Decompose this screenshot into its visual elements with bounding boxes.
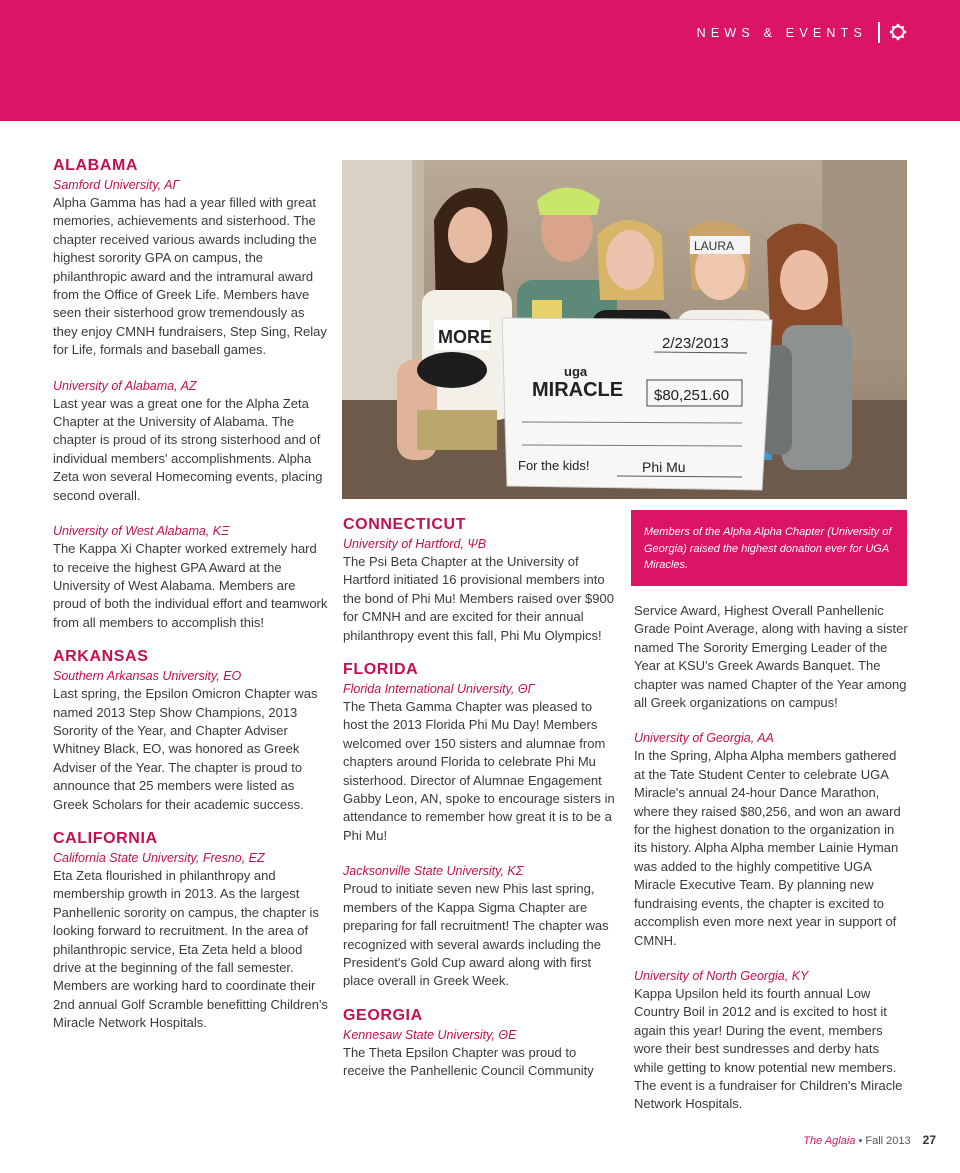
column-middle	[343, 514, 617, 1099]
paragraph-hartford: The Psi Beta Chapter at the University of Hartford initiated 16 provisional members into the bond of Phi Mu! Members raised over $900 for CMNH and are excited for their annual philanthropy event this fall, Phi Mu Olympics!	[343, 554, 614, 643]
paragraph-fresno-state: Eta Zeta flourished in philanthropy and membership growth in 2013. As the largest Panhellenic sorority on campus, the chapter is looking forward to recruitment. In the area of philanthropic service, Eta Zeta held a blood drive at the beginning of the fall semester. Members are working hard to coordinate their 2nd annual Golf Scramble benefitting Children's Miracle Network Hospitals.	[53, 867, 328, 1031]
school-fresno-state: California State University, Fresno, EZ	[53, 850, 265, 865]
check-date: 2/23/2013	[662, 335, 729, 352]
photo-caption: Members of the Alpha Alpha Chapter (University of Georgia) raised the highest donation ever for UGA Miracles.	[644, 526, 892, 571]
paragraph-kennesaw-continued: Service Award, Highest Overall Panhellenic Grade Point Average, along with having a sister named The Sorority Emerging Leader of the Year at KSU's Greek Awards Banquet. The chapter was named Chapter of the Year among all Greek organizations on campus!	[634, 603, 908, 711]
issue-label: • Fall 2013	[855, 1135, 911, 1147]
paragraph-fiu: The Theta Gamma Chapter was pleased to host the 2013 Florida Phi Mu Day! Members welcomed over 150 sisters and alumnae from chapters around Florida to celebrate Phi Mu sisterhood. Director of Alumnae Engagement Gabby Leon, AN, spoke to encourage sisters in attendance to remember how great it is to be a Phi Mu!	[343, 699, 615, 843]
paragraph-kennesaw-state: The Theta Epsilon Chapter was proud to receive the Panhellenic Council Community	[343, 1044, 594, 1079]
column-left	[53, 155, 329, 1051]
headband-text: LAURA	[694, 239, 735, 253]
shirt-text: MORE	[438, 327, 492, 347]
photo-caption-box	[631, 510, 907, 586]
school-north-georgia: University of North Georgia, KY	[634, 968, 809, 983]
paragraph-southern-arkansas: Last spring, the Epsilon Omicron Chapter was named 2013 Step Show Champions, 2013 Sorority of the Year, and Chapter Adviser Whitney Black, EO, was honored as Greek Adviser of the Year. The chapter is proud to announce that 25 members were listed as Greek Scholars for their academic success.	[53, 686, 318, 812]
state-heading-arkansas: ARKANSAS	[53, 648, 149, 666]
page-number: 27	[922, 1133, 936, 1147]
ornament-icon	[889, 23, 907, 41]
column-right	[634, 602, 910, 1132]
header-band	[0, 0, 960, 121]
page-footer	[803, 1133, 936, 1147]
check-amount: $80,251.60	[654, 387, 730, 404]
check-memo: For the kids!	[518, 458, 590, 473]
school-kennesaw-state: Kennesaw State University, ΘE	[343, 1027, 517, 1042]
state-heading-connecticut: CONNECTICUT	[343, 516, 467, 533]
check-brand-small: uga	[564, 364, 588, 379]
school-jacksonville-state: Jacksonville State University, KΣ	[343, 864, 524, 879]
school-hartford: University of Hartford, ΨB	[343, 537, 487, 551]
check-signature: Phi Mu	[642, 459, 686, 475]
paragraph-samford: Alpha Gamma has had a year filled with great memories, achievements and sisterhood. The chapter received various awards including the highest sorority GPA on campus, the philanthropic award and the intramural award from the Office of Greek Life. Members have seen their sisterhood grow tremendously as they enjoy CMNH fundraisers, Step Sing, Relay for Life, formals and baseball games.	[53, 195, 327, 358]
paragraph-alabama: Last year was a great one for the Alpha Zeta Chapter at the University of Alabama. The chapter is proud of its strong sisterhood and of individual members' accomplishments. Alpha Zeta won several Homecoming events, placing second overall.	[53, 395, 323, 503]
check-brand: MIRACLE	[532, 379, 624, 401]
school-southern-arkansas: Southern Arkansas University, EO	[53, 669, 242, 684]
big-check	[502, 318, 772, 490]
state-heading-alabama: ALABAMA	[53, 157, 139, 174]
paragraph-jacksonville-state: Proud to initiate seven new Phis last spring, members of the Kappa Sigma Chapter are preparing for fall recruitment! The chapter was recognized with several awards including the President's Gold Cup award along with first place overall in Greek Week.	[343, 881, 609, 989]
state-heading-california: CALIFORNIA	[53, 829, 158, 847]
school-fiu: Florida International University, ΘΓ	[343, 682, 535, 697]
state-heading-georgia: GEORGIA	[343, 1006, 423, 1024]
paragraph-west-alabama: The Kappa Xi Chapter worked extremely hard to receive the highest GPA Award at the University of West Alabama. Members are proud of both the individual effort and teamwork from all members to accomplish this!	[53, 541, 328, 630]
header-divider	[878, 22, 880, 43]
section-label: NEWS & EVENTS	[696, 26, 867, 40]
school-samford: Samford University, AΓ	[53, 178, 180, 192]
school-alabama: University of Alabama, AZ	[53, 378, 197, 393]
paragraph-north-georgia: Kappa Upsilon held its fourth annual Low Country Boil in 2012 and is excited to host it again this year! During the event, members wore their best sundresses and derby hats while getting to know potential new members. The event is a fundraiser for Children's Miracle Network Hospitals.	[634, 985, 903, 1112]
school-georgia: University of Georgia, AA	[634, 731, 774, 746]
magazine-name: The Aglaia	[803, 1135, 856, 1147]
chapter-photo	[342, 160, 907, 499]
school-west-alabama: University of West Alabama, KΞ	[53, 524, 230, 539]
state-heading-florida: FLORIDA	[343, 661, 419, 679]
paragraph-georgia: In the Spring, Alpha Alpha members gathered at the Tate Student Center to celebrate UGA Miracle's annual 24-hour Dance Marathon, where they raised $80,256, and won an award for the highest donation to the organization in its history. Alpha Alpha member Lainie Hyman was added to the highly competitive UGA Miracle Executive Team. By planning new fundraising events, the chapter is excited to accomplish even more next year in support of CMNH.	[634, 748, 901, 948]
